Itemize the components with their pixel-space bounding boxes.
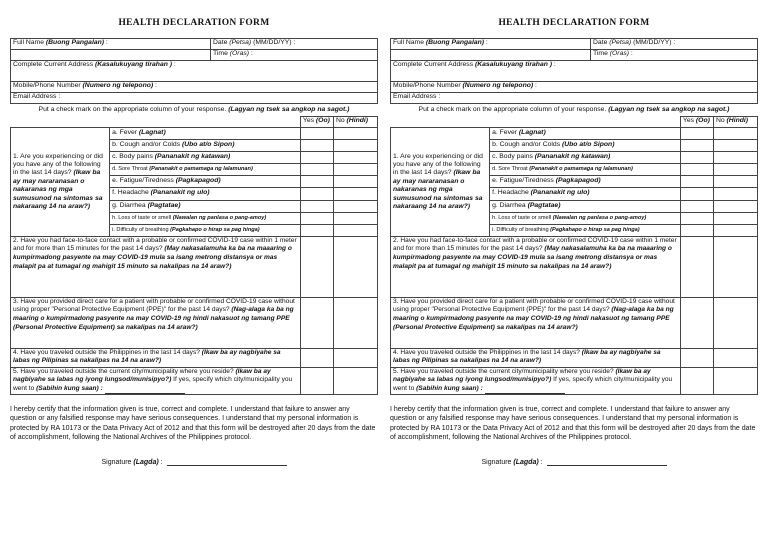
q5-en: 5. Have you traveled outside the current city/municipality where you reside? (393, 367, 614, 375)
q2-yes[interactable] (300, 236, 333, 297)
q2-no[interactable] (333, 236, 377, 297)
symptom-fever: a. Fever (Lagnat) (110, 128, 301, 140)
q4-yes[interactable] (300, 348, 333, 367)
form-title: HEALTH DECLARATION FORM (118, 18, 270, 28)
address-tl: (Kasalukuyang tirahan ) (474, 61, 553, 68)
email-field[interactable]: Email Address : (11, 93, 378, 104)
symptom-headache: f. Headache (Pananakit ng ulo) (490, 188, 681, 200)
symptom-sore-throat-yes[interactable] (680, 164, 713, 176)
symptom-cough-no[interactable] (713, 140, 757, 152)
symptom-diarrhea-no[interactable] (333, 200, 377, 212)
yes-header: Yes (Oo) (680, 117, 713, 128)
q4-yes[interactable] (680, 348, 713, 367)
symptom-loss-taste-no[interactable] (333, 212, 377, 224)
symptom-fever-no[interactable] (713, 128, 757, 140)
yes-header: Yes (Oo) (300, 117, 333, 128)
q3-text (391, 297, 681, 348)
symptom-headache-no[interactable] (713, 188, 757, 200)
q5-specify-tl: (Sabihin kung saan) : (36, 385, 103, 393)
q4-en: 4. Have you traveled outside the Philippines in the last 14 days? (393, 348, 580, 356)
symptom-loss-taste: h. Loss of taste or smell (Nawalan ng panlasa o pang-amoy) (490, 212, 681, 224)
time-field[interactable]: Time (Oras) : (591, 50, 758, 61)
instruction (10, 104, 378, 116)
q2-no[interactable] (713, 236, 757, 297)
q5-yes[interactable] (300, 367, 333, 394)
symptom-sore-throat: d. Sore Throat (Pananakit o pamamaga ng lalamunan) (110, 164, 301, 176)
q2-tl: (May nakasalamuha ka ba na maaaring o kumpirmadong pasyente na may COVID-19 mula sa isang metrong distansya or mas malapit pa at tumagal ng mahigit 15 minuto sa nakalipas na 14 araw?) (13, 245, 292, 270)
q4-tl: (Ikaw ba ay nagbiyahe sa labas ng Pilipinas sa nakalipas na 14 na araw?) (13, 348, 281, 365)
q3-no[interactable] (333, 297, 377, 348)
q4-no[interactable] (713, 348, 757, 367)
address-field[interactable]: Complete Current Address (Kasalukuyang tirahan ) : (391, 61, 758, 82)
mobile-field[interactable]: Mobile/Phone Number (Numero ng telepono) : (391, 82, 758, 93)
symptom-cough: b. Cough and/or Colds (Ubo at/o Sipon) (110, 140, 301, 152)
date-format: (MM/DD/YY) : (253, 39, 296, 46)
q5-answer-line[interactable] (105, 387, 185, 394)
symptom-body-pains-no[interactable] (333, 152, 377, 164)
symptom-fatigue: e. Fatigue/Tiredness (Pagkapagod) (110, 176, 301, 188)
full-name-tl: (Buong Pangalan) (425, 39, 485, 46)
symptom-body-pains-no[interactable] (713, 152, 757, 164)
symptom-breathing: i. Difficulty of breathing (Pagkahapo o hirap sa pag hinga) (490, 224, 681, 236)
symptom-loss-taste-no[interactable] (713, 212, 757, 224)
symptom-loss-taste: h. Loss of taste or smell (Nawalan ng panlasa o pang-amoy) (110, 212, 301, 224)
q5-tl: (Ikaw ba ay nagbiyahe sa labas ng iyong lungsod/munisipyo?) (13, 367, 271, 384)
mobile-label: Mobile/Phone Number (393, 82, 461, 89)
symptom-breathing: i. Difficulty of breathing (Pagkahapo o hirap sa pag hinga) (110, 224, 301, 236)
certification-text: I hereby certify that the information given is true, correct and complete. I understand that failure to answer any question or any falsified response may have serious consequences. I understand that my personal information is protected by RA 10173 or the Data Privacy Act of 2012 and that this form will be destroyed after 20 days from the date of accomplishment, following the National Archives of the Philippines protocol. (390, 405, 756, 442)
signature-line[interactable] (167, 458, 287, 466)
full-name-label: Full Name (13, 39, 44, 46)
symptom-fever-yes[interactable] (300, 128, 333, 140)
address-field[interactable]: Complete Current Address (Kasalukuyang tirahan ) : (11, 61, 378, 82)
signature-line[interactable] (547, 458, 667, 466)
symptom-fatigue-yes[interactable] (680, 176, 713, 188)
symptom-sore-throat-no[interactable] (333, 164, 377, 176)
q1-text (11, 128, 110, 237)
time-tl: (Oras) (229, 50, 250, 57)
full-name-label: Full Name (393, 39, 424, 46)
date-label: Date (593, 39, 608, 46)
date-tl: (Petsa) (609, 39, 632, 46)
q5-specify: If yes, specify which city/municipality you went to (13, 376, 293, 393)
full-name-field[interactable]: Full Name (Buong Pangalan) : (391, 39, 591, 50)
q1-text (391, 128, 490, 237)
mobile-tl: (Numero ng telepono) (462, 82, 534, 89)
symptom-body-pains: c. Body pains (Pananakit ng katawan) (110, 152, 301, 164)
health-form-right (390, 8, 758, 466)
symptom-headache: f. Headache (Pananakit ng ulo) (110, 188, 301, 200)
mobile-label: Mobile/Phone Number (13, 82, 81, 89)
mobile-tl: (Numero ng telepono) (82, 82, 154, 89)
q2-en: 2. Have you had face-to-face contact with a probable or confirmed COVID-19 case within 1 meter and for more than 15 minutes for the past 14 days? (13, 236, 297, 253)
q3-no[interactable] (713, 297, 757, 348)
q4-tl: (Ikaw ba ay nagbiyahe sa labas ng Pilipinas sa nakalipas na 14 na araw?) (393, 348, 661, 365)
q4-no[interactable] (333, 348, 377, 367)
symptom-breathing-yes[interactable] (300, 224, 333, 236)
symptom-headache-yes[interactable] (680, 188, 713, 200)
symptom-diarrhea-no[interactable] (713, 200, 757, 212)
symptom-sore-throat-no[interactable] (713, 164, 757, 176)
instruction-en: Put a check mark on the appropriate column of your response. (418, 106, 607, 113)
date-tl: (Petsa) (229, 39, 252, 46)
symptom-loss-taste-yes[interactable] (680, 212, 713, 224)
address-tl: (Kasalukuyang tirahan ) (94, 61, 173, 68)
symptom-cough-yes[interactable] (680, 140, 713, 152)
symptom-diarrhea-yes[interactable] (300, 200, 333, 212)
symptom-breathing-no[interactable] (333, 224, 377, 236)
address-label: Complete Current Address (13, 61, 94, 68)
symptom-breathing-no[interactable] (713, 224, 757, 236)
form-title: HEALTH DECLARATION FORM (498, 18, 650, 28)
q3-en: 3. Have you provided direct care for a patient with probable or confirmed COVID-19 case without using proper "Personal Protective Equipment (PPE)" for the past 14 days? (13, 297, 295, 314)
no-header: No (Hindi) (713, 117, 757, 128)
q5-tl: (Ikaw ba ay nagbiyahe sa labas ng iyong lungsod/munisipyo?) (393, 367, 651, 384)
q1-en: 1. Are you experiencing or did you have any of the following in the last 14 days? (13, 152, 103, 177)
symptom-sore-throat-yes[interactable] (300, 164, 333, 176)
q1-tl: (Ikaw ba ay may nararanasan o nakaranas ng mga sumusunod na sintomas sa nakaraang 14 na araw?) (13, 169, 103, 210)
q5-specify-tl: (Sabihin kung saan) : (416, 385, 483, 393)
symptom-body-pains: c. Body pains (Pananakit ng katawan) (490, 152, 681, 164)
questions-table (10, 116, 378, 395)
q5-text (11, 367, 301, 394)
q3-tl: (Nag-alaga ka ba ng maaring o kumpirmadong pasyente na may COVID-19 ng hindi nakasuot ng tamang PPE (Personal Protective Equipment) sa nakalipas na 14 araw?) (13, 306, 294, 331)
time-label: Time (213, 50, 228, 57)
full-name-field[interactable]: Full Name (Buong Pangalan) : (11, 39, 211, 50)
signature-tl: (Lagda) (513, 459, 539, 467)
signature-row: Signature (Lagda) : (10, 458, 378, 466)
instruction-tl: (Lagyan ng tsek sa angkop na sagot.) (228, 106, 350, 113)
signature-row: Signature (Lagda) : (390, 458, 758, 466)
address-label: Complete Current Address (393, 61, 474, 68)
q5-text (391, 367, 681, 394)
signature-tl: (Lagda) (133, 459, 159, 467)
q2-text (391, 236, 681, 297)
full-name-tl: (Buong Pangalan) (45, 39, 105, 46)
signature-label: Signature (481, 459, 512, 467)
q1-en: 1. Are you experiencing or did you have any of the following in the last 14 days? (393, 152, 483, 177)
q5-yes[interactable] (680, 367, 713, 394)
date-label: Date (213, 39, 228, 46)
symptom-diarrhea-yes[interactable] (680, 200, 713, 212)
symptom-fatigue-no[interactable] (713, 176, 757, 188)
symptom-cough: b. Cough and/or Colds (Ubo at/o Sipon) (490, 140, 681, 152)
q4-text (11, 348, 301, 367)
q2-tl: (May nakasalamuha ka ba na maaaring o kumpirmadong pasyente na may COVID-19 mula sa isang metrong distansya or mas malapit pa at tumagal ng mahigit 15 minuto sa nakalipas na 14 araw?) (393, 245, 672, 270)
q4-text (391, 348, 681, 367)
symptom-diarrhea: g. Diarrhea (Pagtatae) (110, 200, 301, 212)
symptom-fatigue: e. Fatigue/Tiredness (Pagkapagod) (490, 176, 681, 188)
instruction-en: Put a check mark on the appropriate column of your response. (38, 106, 227, 113)
symptom-diarrhea: g. Diarrhea (Pagtatae) (490, 200, 681, 212)
time-field[interactable]: Time (Oras) : (211, 50, 378, 61)
instruction (390, 104, 758, 116)
date-format: (MM/DD/YY) : (633, 39, 676, 46)
q3-text (11, 297, 301, 348)
no-header: No (Hindi) (333, 117, 377, 128)
symptom-fatigue-no[interactable] (333, 176, 377, 188)
symptom-loss-taste-yes[interactable] (300, 212, 333, 224)
symptom-cough-yes[interactable] (300, 140, 333, 152)
time-label: Time (593, 50, 608, 57)
symptom-headache-no[interactable] (333, 188, 377, 200)
symptom-fatigue-yes[interactable] (300, 176, 333, 188)
symptom-body-pains-yes[interactable] (680, 152, 713, 164)
email-field[interactable]: Email Address : (391, 93, 758, 104)
symptom-breathing-yes[interactable] (680, 224, 713, 236)
questions-table (390, 116, 758, 395)
q5-answer-line[interactable] (485, 387, 565, 394)
symptom-fever-yes[interactable] (680, 128, 713, 140)
q2-en: 2. Have you had face-to-face contact with a probable or confirmed COVID-19 case within 1 meter and for more than 15 minutes for the past 14 days? (393, 236, 677, 253)
q3-tl: (Nag-alaga ka ba ng maaring o kumpirmadong pasyente na may COVID-19 ng hindi nakasuot ng tamang PPE (Personal Protective Equipment) sa nakalipas na 14 araw?) (393, 306, 674, 331)
symptom-headache-yes[interactable] (300, 188, 333, 200)
q3-en: 3. Have you provided direct care for a patient with probable or confirmed COVID-19 case without using proper "Personal Protective Equipment (PPE)" for the past 14 days? (393, 297, 675, 314)
signature-label: Signature (101, 459, 132, 467)
q3-yes[interactable] (680, 297, 713, 348)
q3-yes[interactable] (300, 297, 333, 348)
symptom-sore-throat: d. Sore Throat (Pananakit o pamamaga ng lalamunan) (490, 164, 681, 176)
symptom-fever: a. Fever (Lagnat) (490, 128, 681, 140)
q2-yes[interactable] (680, 236, 713, 297)
symptom-body-pains-yes[interactable] (300, 152, 333, 164)
q4-en: 4. Have you traveled outside the Philippines in the last 14 days? (13, 348, 200, 356)
q5-no[interactable] (713, 367, 757, 394)
personal-info-table (390, 38, 758, 104)
q5-no[interactable] (333, 367, 377, 394)
symptom-cough-no[interactable] (333, 140, 377, 152)
instruction-tl: (Lagyan ng tsek sa angkop na sagot.) (608, 106, 730, 113)
q5-specify: If yes, specify which city/municipality you went to (393, 376, 673, 393)
certification-text: I hereby certify that the information given is true, correct and complete. I understand that failure to answer any question or any falsified response may have serious consequences. I understand that my personal information is protected by RA 10173 or the Data Privacy Act of 2012 and that this form will be destroyed after 20 days from the date of accomplishment, following the National Archives of the Philippines protocol. (10, 405, 376, 442)
q2-text (11, 236, 301, 297)
mobile-field[interactable]: Mobile/Phone Number (Numero ng telepono) : (11, 82, 378, 93)
symptom-fever-no[interactable] (333, 128, 377, 140)
personal-info-table (10, 38, 378, 104)
date-field[interactable] (211, 39, 378, 50)
date-field[interactable] (591, 39, 758, 50)
q5-en: 5. Have you traveled outside the current city/municipality where you reside? (13, 367, 234, 375)
health-form-left (10, 8, 378, 466)
time-tl: (Oras) (609, 50, 630, 57)
q1-tl: (Ikaw ba ay may nararanasan o nakaranas ng mga sumusunod na sintomas sa nakaraang 14 na araw?) (393, 169, 483, 210)
